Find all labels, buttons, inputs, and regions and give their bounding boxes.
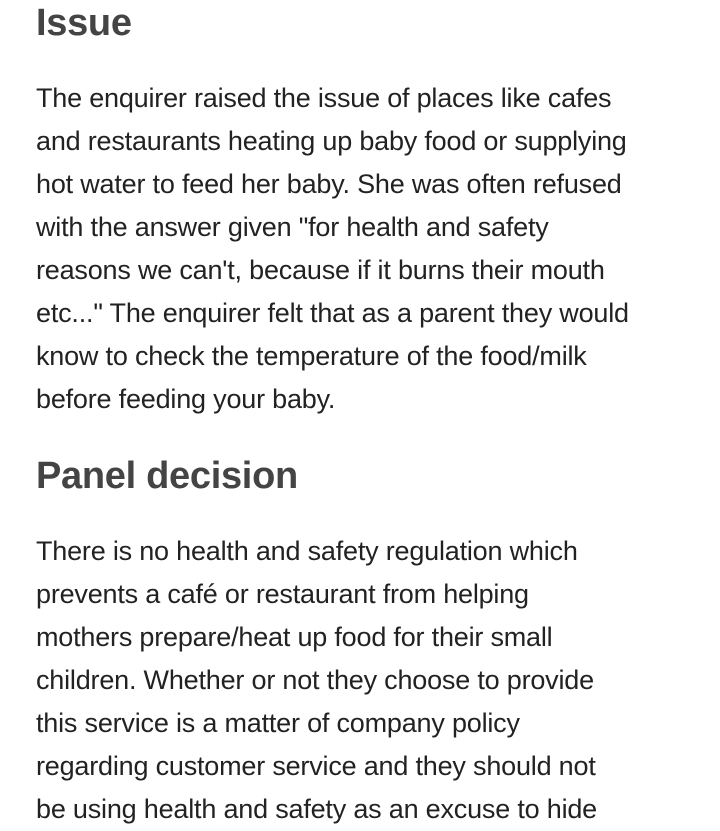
issue-text-line: know to check the temperature of the food/milk: [36, 341, 587, 371]
panel-decision-text-line: children. Whether or not they choose to provide: [36, 665, 594, 695]
issue-text-line: hot water to feed her baby. She was often refused: [36, 169, 622, 199]
issue-heading: Issue: [36, 2, 132, 44]
panel-decision-text-line: There is no health and safety regulation which: [36, 536, 578, 566]
issue-text-line: etc..." The enquirer felt that as a parent they would: [36, 298, 629, 328]
panel-decision-text-line: this service is a matter of company policy: [36, 708, 520, 738]
issue-text-line: The enquirer raised the issue of places like cafes: [36, 83, 612, 113]
panel-decision-heading: Panel decision: [36, 455, 298, 497]
issue-text-line: with the answer given "for health and safety: [36, 212, 549, 242]
issue-text-line: before feeding your baby.: [36, 384, 336, 414]
panel-decision-text-line: mothers prepare/heat up food for their small: [36, 622, 553, 652]
panel-decision-text-line: regarding customer service and they should not: [36, 751, 596, 781]
issue-text-line: and restaurants heating up baby food or supplying: [36, 126, 627, 156]
panel-decision-text-line: prevents a café or restaurant from helping: [36, 579, 529, 609]
issue-text-line: reasons we can't, because if it burns their mouth: [36, 255, 605, 285]
panel-decision-text-line: be using health and safety as an excuse to hide: [36, 794, 598, 824]
